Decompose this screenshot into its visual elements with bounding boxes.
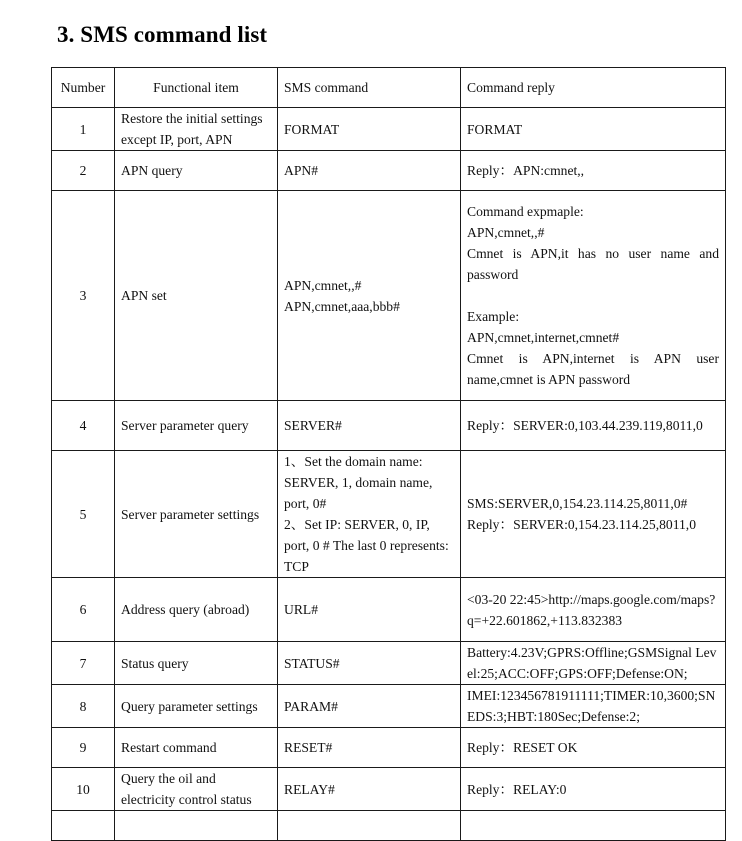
row-command-reply: Reply：APN:cmnet,,: [461, 151, 726, 191]
row-functional-item: Query parameter settings: [115, 685, 278, 728]
row-sms-command: RELAY#: [278, 768, 461, 811]
row-sms-command: URL#: [278, 578, 461, 642]
header-sms-command: SMS command: [278, 68, 461, 108]
row-functional-item: Query the oil and electricity control status: [115, 768, 278, 811]
row-command-reply: IMEI:123456781911111;TIMER:10,3600;SNEDS:3;HBT:180Sec;Defense:2;: [461, 685, 726, 728]
row-command-reply: FORMAT: [461, 108, 726, 151]
empty-cell: [278, 811, 461, 841]
row-number: 4: [52, 401, 115, 451]
table-row: [52, 685, 726, 728]
empty-cell: [52, 811, 115, 841]
row-command-reply: Battery:4.23V;GPRS:Offline;GSMSignal Level:25;ACC:OFF;GPS:OFF;Defense:ON;: [461, 642, 726, 685]
row-command-reply: SMS:SERVER,0,154.23.114.25,8011,0# Reply：SERVER:0,154.23.114.25,8011,0: [461, 451, 726, 578]
row-sms-command: RESET#: [278, 728, 461, 768]
table-row: [52, 191, 726, 401]
row-functional-item: Server parameter query: [115, 401, 278, 451]
table-row: [52, 451, 726, 578]
row-functional-item: Restore the initial settings except IP, port, APN: [115, 108, 278, 151]
reply-spacer: [467, 285, 719, 306]
sms-command-table: [51, 67, 726, 841]
row-command-reply: Reply：SERVER:0,103.44.239.119,8011,0: [461, 401, 726, 451]
row-number: 7: [52, 642, 115, 685]
table-row-cut-off: [52, 811, 726, 841]
row-command-reply: Reply：RESET OK: [461, 728, 726, 768]
row-functional-item: APN set: [115, 191, 278, 401]
row-number: 2: [52, 151, 115, 191]
row-sms-command: APN,cmnet,,# APN,cmnet,aaa,bbb#: [278, 191, 461, 401]
header-number: Number: [52, 68, 115, 108]
row-sms-command: SERVER#: [278, 401, 461, 451]
row-sms-command: FORMAT: [278, 108, 461, 151]
row-functional-item: Restart command: [115, 728, 278, 768]
table-row: [52, 151, 726, 191]
row-functional-item: Server parameter settings: [115, 451, 278, 578]
row-sms-command: 1、Set the domain name: SERVER, 1, domain name, port, 0# 2、Set IP: SERVER, 0, IP, port, 0 # The last 0 represents: TCP: [278, 451, 461, 578]
empty-cell: [461, 811, 726, 841]
row-number: 9: [52, 728, 115, 768]
section-title: 3. SMS command list: [57, 22, 268, 47]
row-functional-item: Status query: [115, 642, 278, 685]
row-sms-command: APN#: [278, 151, 461, 191]
row-number: 6: [52, 578, 115, 642]
row-number: 3: [52, 191, 115, 401]
row-functional-item: APN query: [115, 151, 278, 191]
header-functional-item: Functional item: [115, 68, 278, 108]
table-row: [52, 401, 726, 451]
row-number: 5: [52, 451, 115, 578]
table-row: [52, 768, 726, 811]
table-row: [52, 578, 726, 642]
table-row: [52, 642, 726, 685]
row-number: 10: [52, 768, 115, 811]
row-command-reply: <03-20 22:45>http://maps.google.com/maps?q=+22.601862,+113.832383: [461, 578, 726, 642]
reply-example-1: Command expmaple: APN,cmnet,,# Cmnet is APN,it has no user name and password: [467, 204, 719, 282]
row-command-reply: [461, 191, 726, 401]
row-sms-command: PARAM#: [278, 685, 461, 728]
row-functional-item: Address query (abroad): [115, 578, 278, 642]
table-row: [52, 108, 726, 151]
row-number: 1: [52, 108, 115, 151]
row-number: 8: [52, 685, 115, 728]
table-header-row: [52, 68, 726, 108]
row-sms-command: STATUS#: [278, 642, 461, 685]
empty-cell: [115, 811, 278, 841]
header-command-reply: Command reply: [461, 68, 726, 108]
table-row: [52, 728, 726, 768]
row-command-reply: Reply：RELAY:0: [461, 768, 726, 811]
reply-example-2: Example: APN,cmnet,internet,cmnet# Cmnet is APN,internet is APN user name,cmnet is APN password: [467, 309, 719, 387]
